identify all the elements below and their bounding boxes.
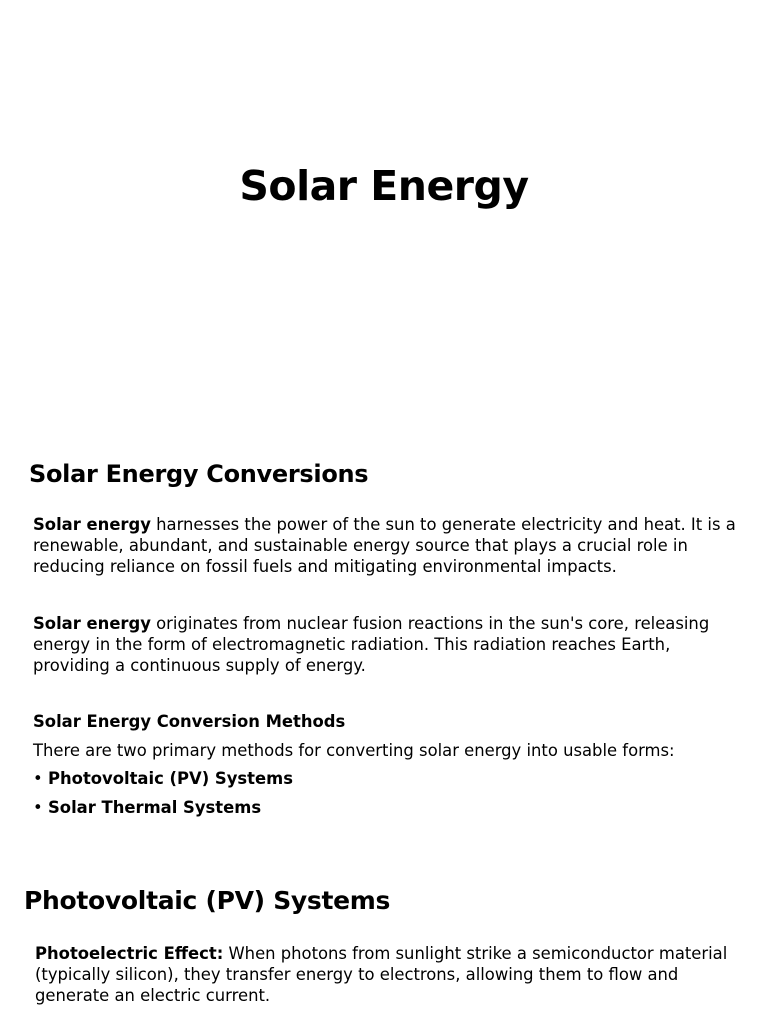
page-title: Solar Energy <box>239 162 529 210</box>
list-item-label: Photovoltaic (PV) Systems <box>48 769 293 788</box>
methods-list <box>33 769 293 827</box>
subheading-conversion-methods: Solar Energy Conversion Methods <box>33 712 346 731</box>
section-heading-conversions: Solar Energy Conversions <box>29 460 369 488</box>
paragraph-bold-term: Solar energy <box>33 515 151 534</box>
paragraph-text: When photons from sunlight strike a semiconductor material (typically silicon), they transfer energy to electrons, allowing them to flow and generate an electric current. <box>35 944 728 1005</box>
methods-intro-text: There are two primary methods for converting solar energy into usable forms: <box>33 741 675 760</box>
bullet-icon: • <box>33 798 43 817</box>
paragraph-photoelectric-effect <box>35 943 735 1006</box>
section-heading-pv-systems: Photovoltaic (PV) Systems <box>24 886 391 915</box>
bullet-icon: • <box>33 769 43 788</box>
paragraph-bold-term: Solar energy <box>33 614 151 633</box>
paragraph-solar-energy-intro <box>33 514 747 577</box>
paragraph-text: originates from nuclear fusion reactions in the sun's core, releasing energy in the form of electromagnetic radiation. This radiation reaches Earth, providing a continuous supply of energy. <box>33 614 710 675</box>
list-item <box>33 798 293 827</box>
paragraph-text: harnesses the power of the sun to generate electricity and heat. It is a renewable, abundant, and sustainable energy source that plays a crucial role in reducing reliance on fossil fuels and mitigating environmental impacts. <box>33 515 736 576</box>
list-item <box>33 769 293 798</box>
paragraph-solar-energy-origin <box>33 613 747 676</box>
list-item-label: Solar Thermal Systems <box>48 798 262 817</box>
paragraph-bold-term: Photoelectric Effect: <box>35 944 224 963</box>
